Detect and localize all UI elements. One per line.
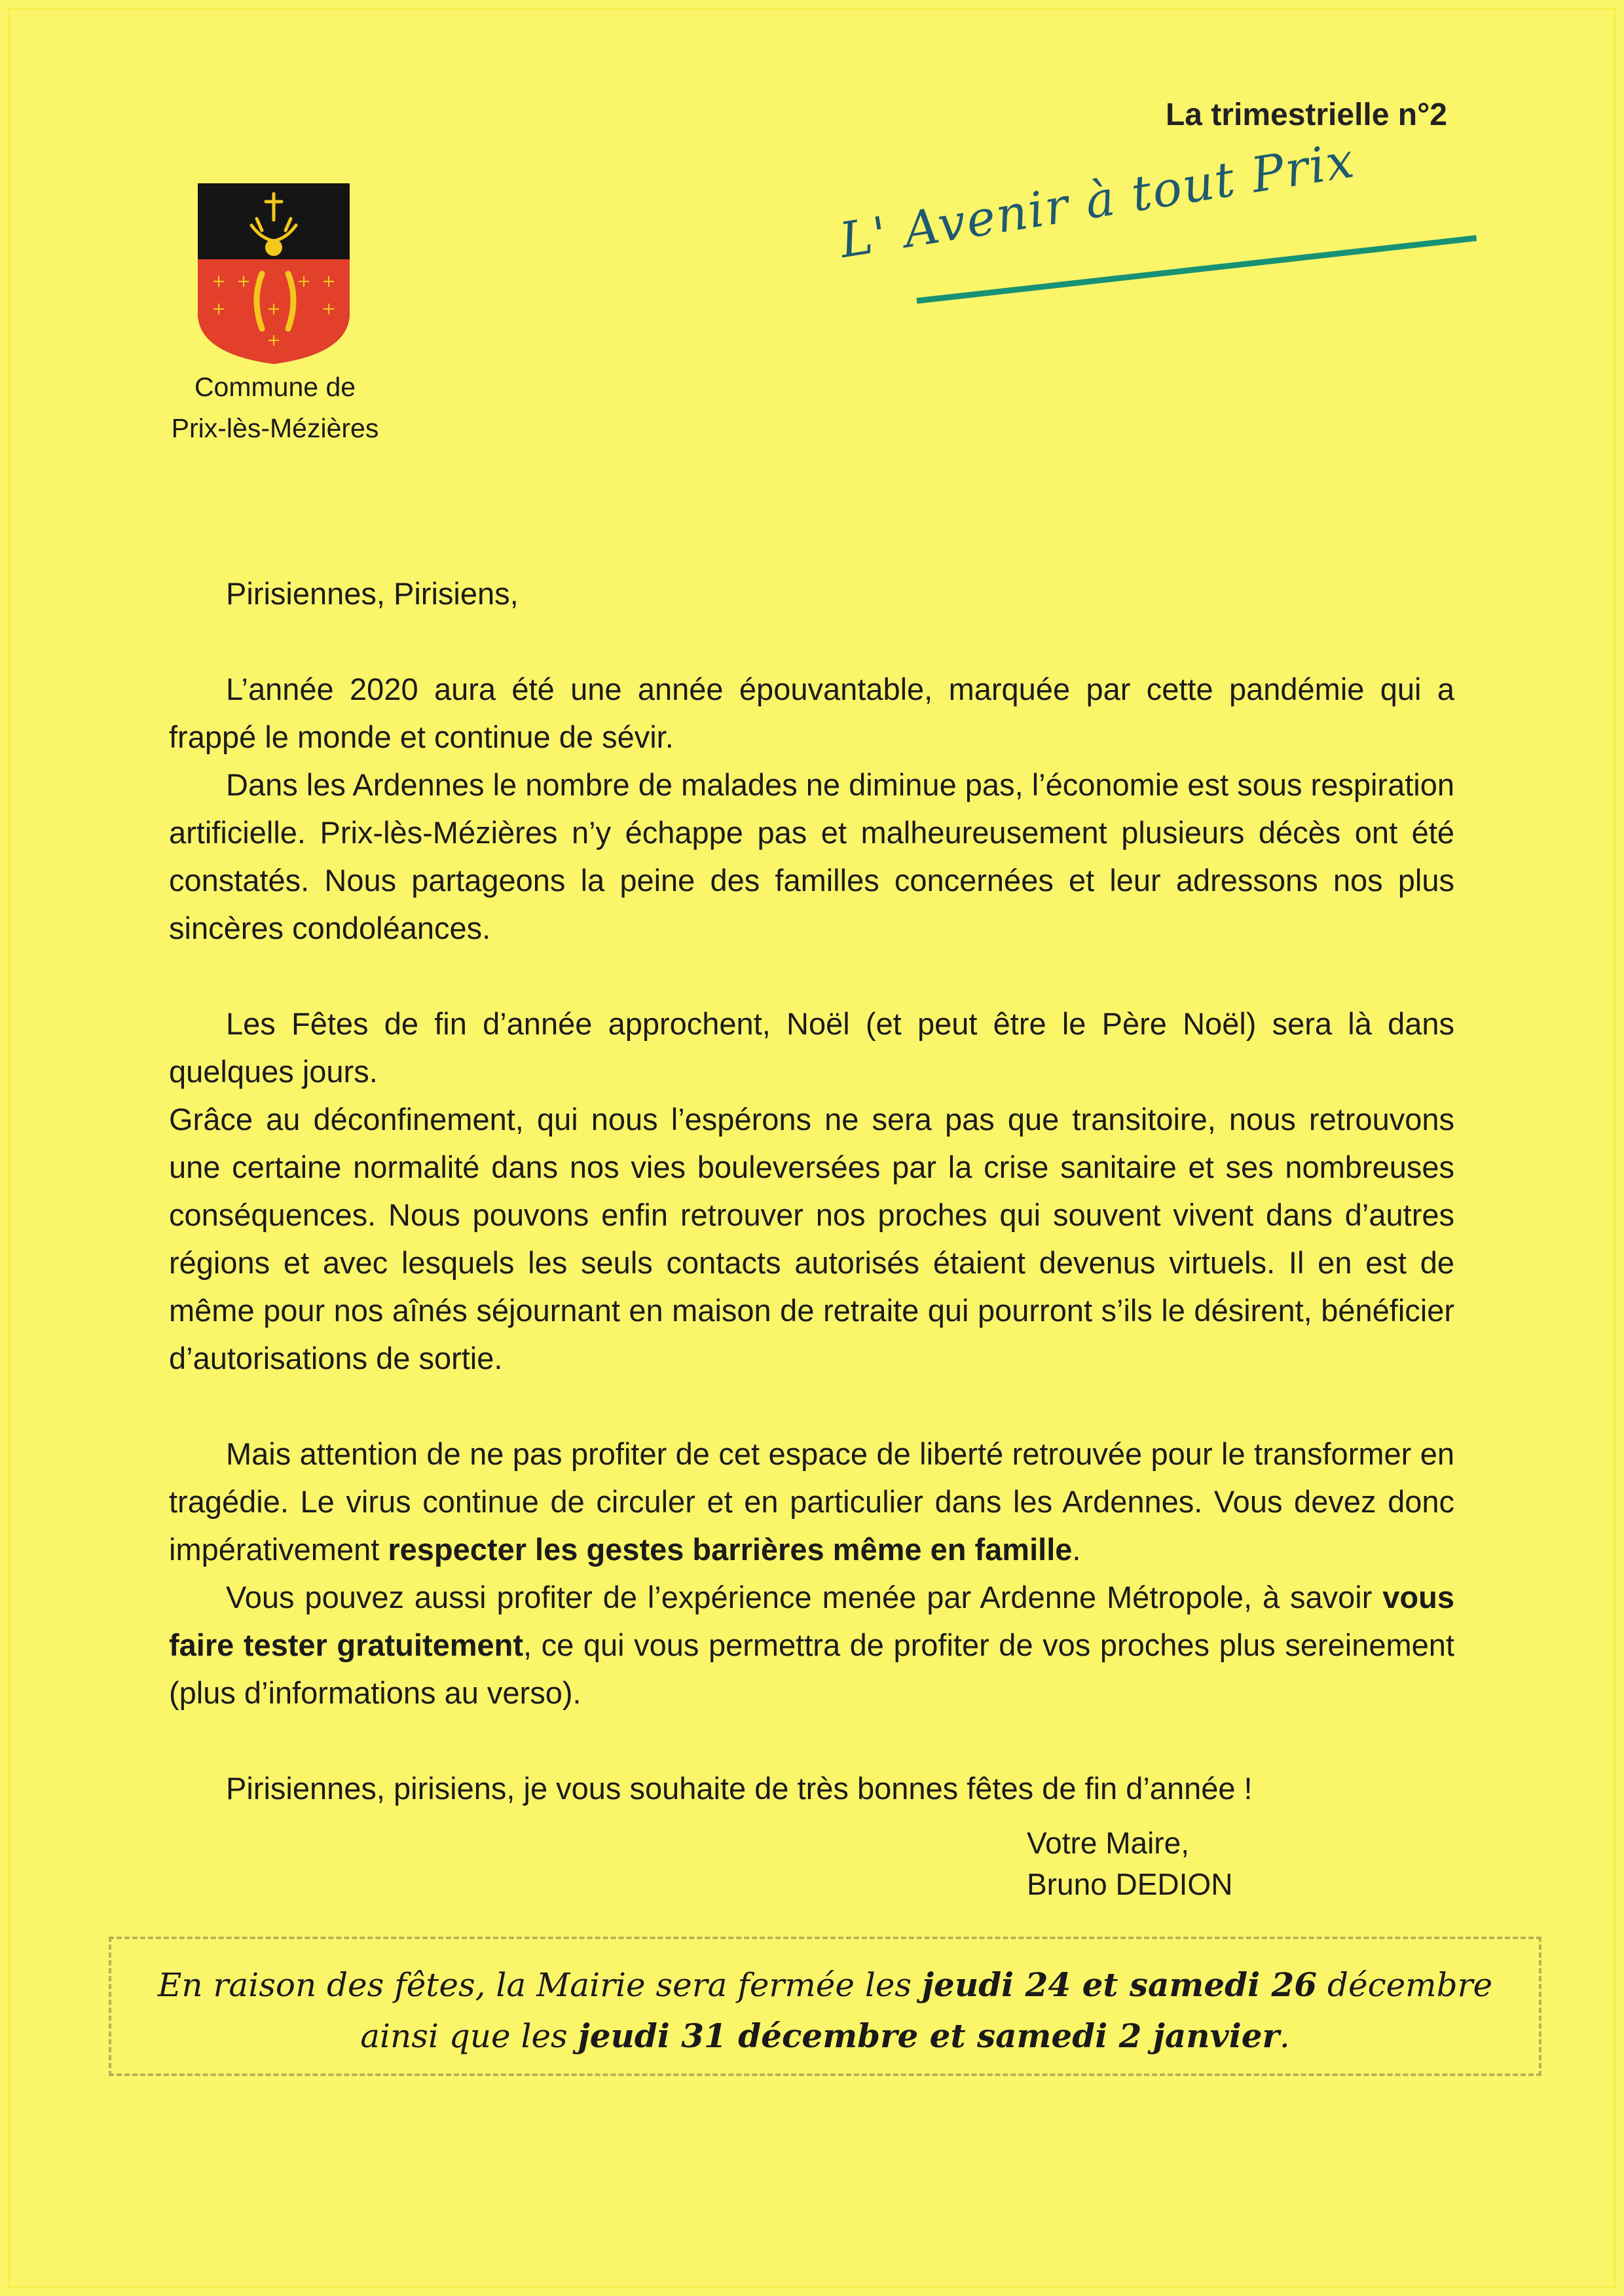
closure-notice bbox=[109, 1937, 1541, 2076]
free-test-emphasis: vous faire tester gratuitement bbox=[169, 1580, 1454, 1662]
paragraph-4: Grâce au déconfinement, qui nous l’espérons ne sera pas que transitoire, nous retrouvons une certaine normalité dans nos vies bouleversées par la crise sanitaire et ses nombreuses conséquences. Nous pouvons enfin retrouver nos proches qui souvent vivent dans d’autres régions et avec lesquels les seuls contacts autorisés étaient devenus virtuels. Il en est de même pour nos aînés séjournant en maison de retraite qui pourront s’ils le désirent, bénéficier d’autorisations de sortie. bbox=[169, 1102, 1454, 1376]
svg-text:+: + bbox=[236, 272, 251, 291]
svg-text:+: + bbox=[267, 331, 281, 350]
slogan: L' Avenir à tout Prix bbox=[836, 132, 1359, 269]
signature-name: Bruno DEDION bbox=[1027, 1867, 1233, 1901]
commune-line-2: Prix-lès-Mézières bbox=[171, 413, 379, 443]
svg-text:+: + bbox=[212, 299, 226, 319]
svg-text:+: + bbox=[212, 272, 226, 291]
svg-text:+: + bbox=[297, 272, 311, 291]
svg-text:+: + bbox=[322, 272, 336, 291]
notice-line-1: En raison des fêtes, la Mairie sera fermée les jeudi 24 et samedi 26 décembre bbox=[157, 1965, 1493, 2004]
paragraph-5: Mais attention de ne pas profiter de cet espace de liberté retrouvée pour le transformer en tragédie. Le virus continue de circuler et en particulier dans les Ardennes. Vous devez donc impérativement respecter les gestes barrières même en famille. bbox=[169, 1436, 1454, 1567]
commune-line-1: Commune de bbox=[194, 372, 356, 402]
commune-name bbox=[138, 367, 413, 449]
coat-of-arms-icon bbox=[196, 182, 351, 365]
barrier-gestures-emphasis: respecter les gestes barrières même en famille bbox=[388, 1532, 1073, 1567]
signature-title: Votre Maire, bbox=[1027, 1826, 1189, 1860]
paragraph-2: Dans les Ardennes le nombre de malades ne diminue pas, l’économie est sous respiration artificielle. Prix-lès-Mézières n’y échappe pas et malheureusement plusieurs décès ont été constatés. Nous partageons la peine des familles concernées et leur adressons nos plus sincères condoléances. bbox=[169, 767, 1454, 945]
paragraph-3: Les Fêtes de fin d’année approchent, Noël (et peut être le Père Noël) sera là dans quelques jours. bbox=[169, 1006, 1454, 1089]
paragraph-1: L’année 2020 aura été une année épouvantable, marquée par cette pandémie qui a frappé le monde et continue de sévir. bbox=[169, 672, 1454, 754]
closing-line: Pirisiennes, pirisiens, je vous souhaite de très bonnes fêtes de fin d’année ! bbox=[226, 1771, 1253, 1806]
svg-text:+: + bbox=[322, 299, 336, 319]
paragraph-6: Vous pouvez aussi profiter de l’expérience menée par Ardenne Métropole, à savoir vous faire tester gratuitement, ce qui vous permettra de profiter de vos proches plus sereinement (plus d’informations au verso). bbox=[169, 1580, 1454, 1710]
letter-body bbox=[169, 570, 1454, 1812]
issue-label: La trimestrielle n°2 bbox=[1165, 98, 1447, 132]
notice-line-2: ainsi que les jeudi 31 décembre et samedi 2 janvier. bbox=[360, 2016, 1290, 2055]
svg-text:+: + bbox=[267, 299, 281, 319]
signature-block bbox=[1027, 1823, 1232, 1905]
greeting: Pirisiennes, Pirisiens, bbox=[226, 576, 519, 611]
